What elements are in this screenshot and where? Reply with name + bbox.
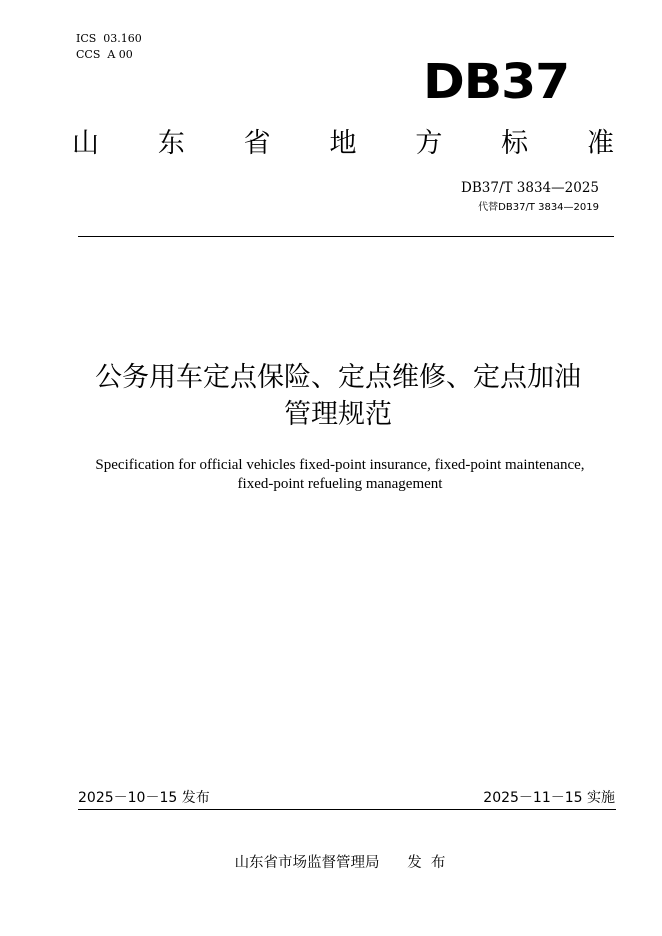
- ics-code: ICS 03.160: [76, 32, 142, 45]
- standard-number: DB37/T 3834—2025: [461, 180, 599, 196]
- english-title-line-2: fixed-point refueling management: [237, 476, 443, 492]
- standard-type-char: 方: [415, 128, 443, 159]
- issuer-name: 山东省市场监督管理局: [234, 855, 380, 871]
- footer-divider: [78, 809, 616, 810]
- standard-type-char: 标: [501, 128, 529, 159]
- replaces-standard: 代替DB37/T 3834—2019: [478, 202, 599, 213]
- chinese-title: [70, 359, 606, 433]
- chinese-title-line-2: 管理规范: [284, 399, 392, 430]
- standard-type-char: 准: [586, 128, 614, 159]
- db-logo: DB37: [423, 54, 570, 110]
- classification-codes: [76, 31, 142, 63]
- issue-date: 2025－10－15 发布: [78, 790, 210, 806]
- standard-type-char: 山: [72, 128, 99, 159]
- standard-type-heading: [72, 124, 614, 164]
- standard-type-char: 地: [329, 128, 357, 159]
- standard-type-char: 省: [243, 128, 271, 159]
- english-title-line-1: Specification for official vehicles fixed-point insurance, fixed-point maintenance,: [95, 457, 585, 473]
- chinese-title-line-1: 公务用车定点保险、定点维修、定点加油: [95, 362, 581, 393]
- ccs-code: CCS A 00: [76, 48, 133, 61]
- issuer-action: 发 布: [407, 855, 446, 871]
- issuing-authority: [80, 852, 600, 874]
- english-title: [80, 456, 600, 494]
- standard-type-char: 东: [157, 128, 185, 159]
- implementation-date: 2025－11－15 实施: [483, 790, 615, 806]
- header-divider: [78, 236, 614, 237]
